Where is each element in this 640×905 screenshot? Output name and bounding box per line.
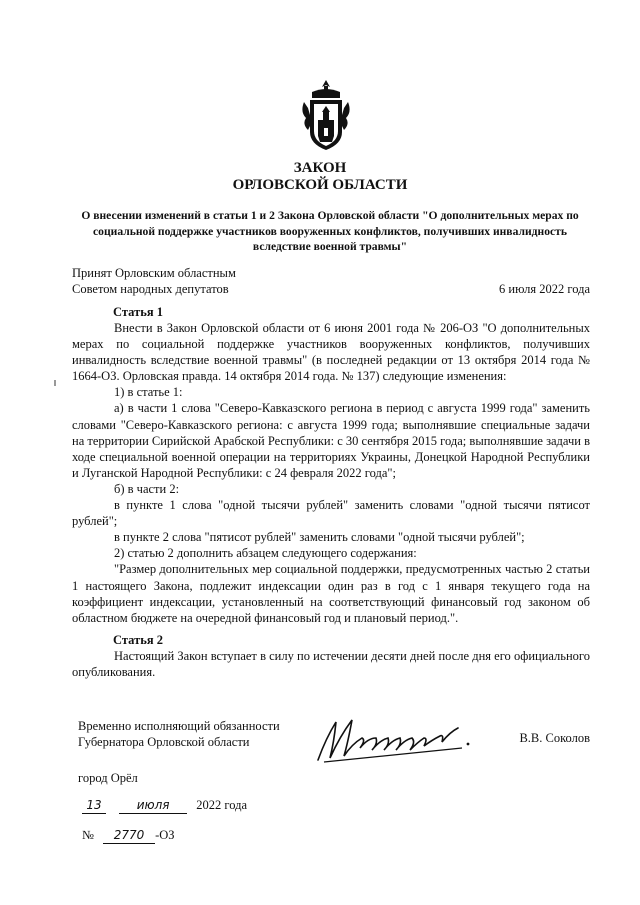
adopted-line-2: Советом народных депутатов [72, 282, 229, 296]
law-number [82, 827, 175, 844]
law-title: О внесении изменений в статьи 1 и 2 Закона Орловской области "О дополнительных мерах по социальной поддержке участников вооруженных конфликтов, получивших инвалидность вследствие военной травмы" [81, 209, 579, 253]
article-2-paragraph: Настоящий Закон вступает в силу по истечении десяти дней после дня его официального опубликования. [72, 649, 590, 680]
article-1-body [72, 320, 590, 626]
signatory-role [78, 718, 280, 750]
signatory-role-line-2: Губернатора Орловской области [78, 735, 250, 749]
article-1-paragraph: 2) статью 2 дополнить абзацем следующего содержания: [114, 546, 417, 561]
signatory-name: В.В. Соколов [519, 731, 590, 745]
coat-of-arms-icon [296, 78, 356, 154]
margin-mark [54, 380, 56, 386]
article-2-body [72, 648, 590, 680]
signing-month: июля [119, 797, 187, 814]
law-number-suffix: -ОЗ [155, 828, 175, 842]
article-2-heading: Статья 2 [113, 633, 163, 647]
law-word: ЗАКОН [293, 160, 347, 176]
adopted-by [72, 265, 236, 297]
article-1-paragraph: в пункте 2 слова "пятисот рублей" заменить словами "одной тысячи рублей"; [114, 530, 525, 545]
article-1-paragraph: в пункте 1 слова "одной тысячи рублей" заменить словами "одной тысячи пятисот рублей"; [72, 498, 590, 529]
signing-day: 13 [82, 797, 106, 814]
adopted-date: 6 июля 2022 года [499, 282, 590, 296]
article-1-heading: Статья 1 [113, 305, 163, 319]
law-number-value: 2770 [103, 827, 155, 844]
region-name: ОРЛОВСКОЙ ОБЛАСТИ [232, 177, 408, 193]
article-1-paragraph: а) в части 1 слова "Северо-Кавказского региона в период с августа 1999 года" заменить словами "Северо-Кавказского региона: с августа 1999 года; выполнявшие специальные задачи на территории Сирийской Арабской Республики: с 30 сентября 2015 года; выполнявшие задачи в ходе специальной военной операции на территориях Украины, Донецкой Народной Республики и Луганской Народной Республики: с 24 февраля 2022 года"; [72, 401, 590, 480]
article-1-paragraph: "Размер дополнительных мер социальной поддержки, предусмотренных частью 2 статьи 1 настоящего Закона, подлежит индексации один раз в год с 1 января текущего года на коэффициент индексации, установленный на соответствующий финансовый год законом об областном бюджете на очередной финансовый год и плановый период.". [72, 562, 590, 625]
handwritten-signature [312, 708, 482, 768]
signing-year: 2022 года [196, 798, 247, 812]
signing-date [82, 797, 247, 814]
adopted-line-1: Принят Орловским областным [72, 266, 236, 280]
law-number-prefix: № [82, 828, 94, 842]
signatory-role-line-1: Временно исполняющий обязанности [78, 719, 280, 733]
article-1-paragraph: б) в части 2: [114, 481, 180, 496]
city: город Орёл [78, 771, 138, 785]
article-1-paragraph: 1) в статье 1: [114, 385, 183, 400]
article-1-paragraph: Внести в Закон Орловской области от 6 июня 2001 года № 206-ОЗ "О дополнительных мерах по социальной поддержке участников вооруженных конфликтов, получивших инвалидность вследствие военной травмы" (в последней редакции от 13 октября 2014 года № 1664-ОЗ. Орловская правда. 14 октября 2014 года. № 137) следующие изменения: [72, 321, 590, 384]
